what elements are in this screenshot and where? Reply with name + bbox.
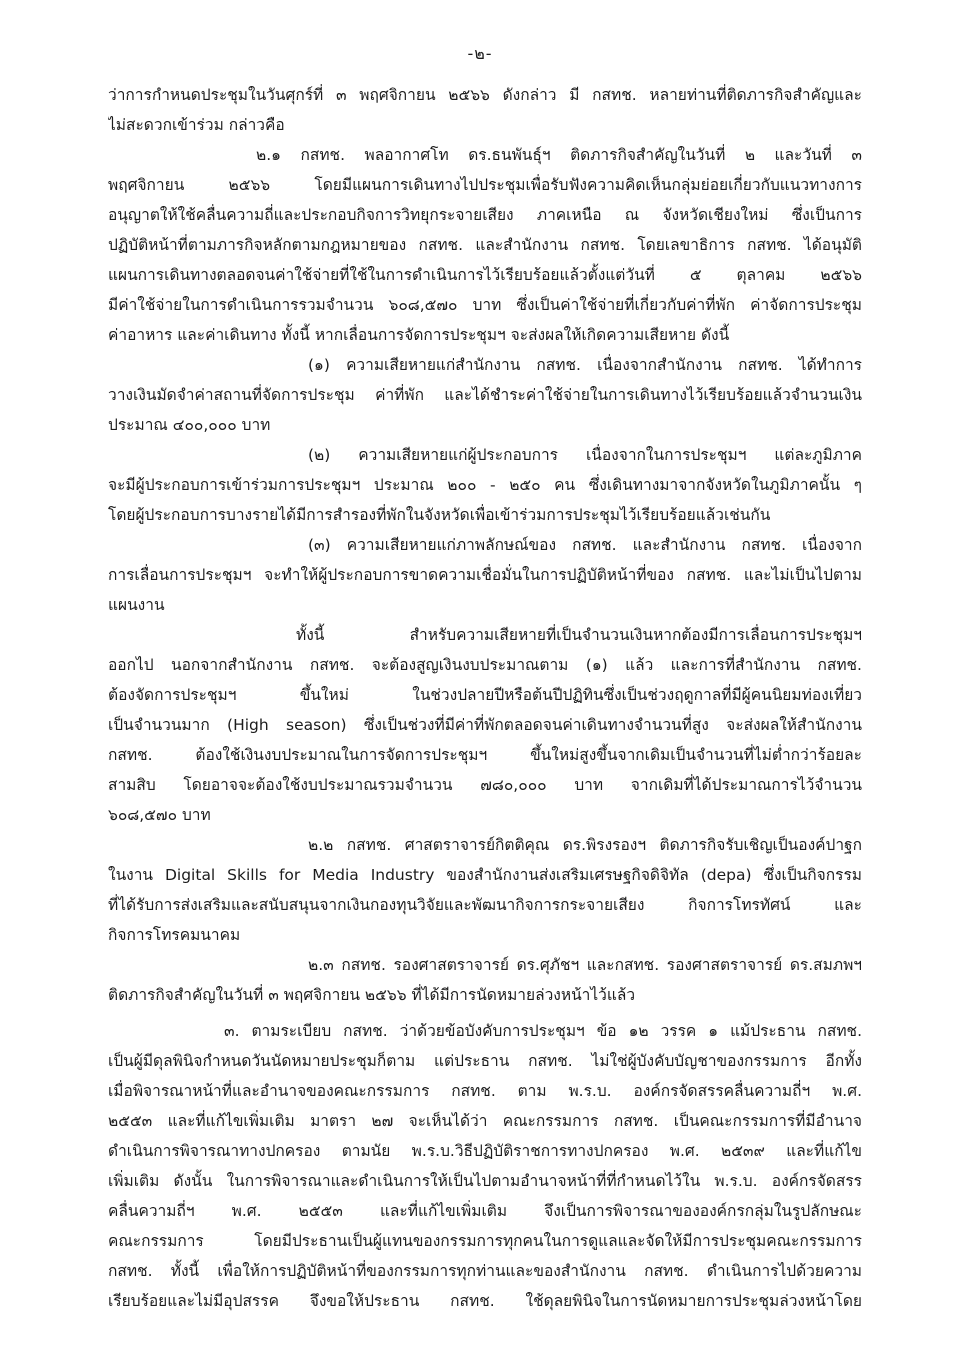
text-line: ๒.๑ กสทช. พลอากาศโท ดร.ธนพันธุ์ฯ ติดภารกิจสำคัญในวันที่ ๒ และวันที่ ๓: [256, 146, 862, 164]
text-line: แผนงาน: [108, 596, 165, 614]
text-line: เมื่อพิจารณาหน้าที่และอำนาจของคณะกรรมการ กสทช. ตาม พ.ร.บ. องค์กรจัดสรรคลื่นความถี่ฯ พ.ศ.: [108, 1082, 862, 1100]
text-line: ๒.๒ กสทช. ศาสตราจารย์กิตติคุณ ดร.พิรงรองฯ ติดภารกิจรับเชิญเป็นองค์ปาฐก: [308, 836, 862, 854]
text-line: ออกไป นอกจากสำนักงาน กสทช. จะต้องสูญเงินงบประมาณตาม (๑) แล้ว และการที่สำนักงาน กสทช.: [108, 656, 862, 674]
text-line: เป็นจำนวนมาก (High season) ซึ่งเป็นช่วงที่มีค่าที่พักตลอดจนค่าเดินทางจำนวนที่สูง จะส่งผลให้สำนักงาน: [108, 716, 862, 734]
text-line: ที่ได้รับการส่งเสริมและสนับสนุนจากเงินกองทุนวิจัยและพัฒนากิจการกระจายเสียง กิจการโทรทัศน์ และ: [108, 896, 862, 914]
text-line: อนุญาตให้ใช้คลื่นความถี่และประกอบกิจการวิทยุกระจายเสียง ภาคเหนือ ณ จังหวัดเชียงใหม่ ซึ่งเป็นการ: [108, 206, 862, 224]
text-line: คลื่นความถี่ฯ พ.ศ. ๒๕๕๓ และที่แก้ไขเพิ่มเติม จึงเป็นการพิจารณาขององค์กรกลุ่มในรูปลักษณะ: [108, 1202, 862, 1220]
text-line: ๒.๓ กสทช. รองศาสตราจารย์ ดร.ศุภัชฯ และกสทช. รองศาสตราจารย์ ดร.สมภพฯ: [308, 956, 862, 974]
text-line: ๒๕๕๓ และที่แก้ไขเพิ่มเติม มาตรา ๒๗ จะเห็นได้ว่า คณะกรรมการ กสทช. เป็นคณะกรรมการที่มีอำนาจ: [108, 1112, 862, 1130]
text-line: ต้องจัดการประชุมฯ ขึ้นใหม่ ในช่วงปลายปีหรือต้นปีปฏิทินซึ่งเป็นช่วงฤดูกาลที่มีผู้คนนิยมท่องเที่ยว: [108, 686, 862, 704]
text-line: มีค่าใช้จ่ายในการดำเนินการรวมจำนวน ๖๐๘,๕๗๐ บาท ซึ่งเป็นค่าใช้จ่ายที่เกี่ยวกับค่าที่พัก ค่าจัดการประชุม: [108, 296, 862, 314]
page-number: -๒-: [467, 44, 493, 63]
text-line: (๒) ความเสียหายแก่ผู้ประกอบการ เนื่องจากในการประชุมฯ แต่ละภูมิภาค: [308, 446, 862, 464]
text-line: ๓. ตามระเบียบ กสทช. ว่าด้วยข้อบังคับการประชุมฯ ข้อ ๑๒ วรรค ๑ แม้ประธาน กสทช.: [224, 1022, 862, 1040]
text-line: โดยผู้ประกอบการบางรายได้มีการสำรองที่พักในจังหวัดเพื่อเข้าร่วมการประชุมไว้เรียบร้อยแล้วเช่นกัน: [108, 506, 771, 524]
text-line: จะมีผู้ประกอบการเข้าร่วมการประชุมฯ ประมาณ ๒๐๐ - ๒๕๐ คน ซึ่งเดินทางมาจากจังหวัดในภูมิภาคนั้น ๆ: [108, 476, 862, 494]
text-line: (๑) ความเสียหายแก่สำนักงาน กสทช. เนื่องจากสำนักงาน กสทช. ได้ทำการ: [308, 356, 862, 374]
text-line: เป็นผู้มีดุลพินิจกำหนดวันนัดหมายประชุมก็ตาม แต่ประธาน กสทช. ไม่ใช่ผู้บังคับบัญชาของกรรมการ อีกทั้ง: [108, 1052, 862, 1070]
text-line: กสทช. ทั้งนี้ เพื่อให้การปฏิบัติหน้าที่ของกรรมการทุกท่านและของสำนักงาน กสทช. ดำเนินการไปด้วยความ: [108, 1262, 862, 1280]
text-line: (๓) ความเสียหายแก่ภาพลักษณ์ของ กสทช. และสำนักงาน กสทช. เนื่องจาก: [308, 536, 862, 554]
text-line: พฤศจิกายน ๒๕๖๖ โดยมีแผนการเดินทางไปประชุมเพื่อรับฟังความคิดเห็นกลุ่มย่อยเกี่ยวกับแนวทางการ: [108, 176, 862, 194]
text-line: กสทช. ต้องใช้เงินงบประมาณในการจัดการประชุมฯ ขึ้นใหม่สูงขึ้นจากเดิมเป็นจำนวนที่ไม่ต่ำกว่าร้อยละ: [108, 746, 862, 764]
text-line: เพิ่มเติม ดังนั้น ในการพิจารณาและดำเนินการให้เป็นไปตามอำนาจหน้าที่ที่กำหนดไว้ใน พ.ร.บ. องค์กรจัดสรร: [108, 1172, 862, 1190]
text-line: คณะกรรมการ โดยมีประธานเป็นผู้แทนของกรรมการทุกคนในการดูแลและจัดให้มีการประชุมคณะกรรมการ: [108, 1232, 862, 1250]
text-line: ทั้งนี้ สำหรับความเสียหายที่เป็นจำนวนเงินหากต้องมีการเลื่อนการประชุมฯ: [296, 626, 862, 644]
text-line: ดำเนินการพิจารณาทางปกครอง ตามนัย พ.ร.บ.วิธีปฏิบัติราชการทางปกครอง พ.ศ. ๒๕๓๙ และที่แก้ไข: [108, 1142, 862, 1160]
text-line: ปฏิบัติหน้าที่ตามภารกิจหลักตามกฎหมายของ กสทช. และสำนักงาน กสทช. โดยเลขาธิการ กสทช. ได้อนุมัติ: [108, 236, 862, 254]
text-line: ว่าการกำหนดประชุมในวันศุกร์ที่ ๓ พฤศจิกายน ๒๕๖๖ ดังกล่าว มี กสทช. หลายท่านที่ติดภารกิจสำคัญและ: [108, 86, 862, 104]
text-line: ไม่สะดวกเข้าร่วม กล่าวคือ: [108, 116, 285, 134]
text-line: ประมาณ ๔๐๐,๐๐๐ บาท: [108, 416, 271, 434]
text-line: สามสิบ โดยอาจจะต้องใช้งบประมาณรวมจำนวน ๗๘๐,๐๐๐ บาท จากเดิมที่ได้ประมาณการไว้จำนวน: [108, 776, 862, 794]
text-line: ค่าอาหาร และค่าเดินทาง ทั้งนี้ หากเลื่อนการจัดการประชุมฯ จะส่งผลให้เกิดความเสียหาย ดังนี้: [108, 326, 730, 344]
text-line: แผนการเดินทางตลอดจนค่าใช้จ่ายที่ใช้ในการดำเนินการไว้เรียบร้อยแล้วตั้งแต่วันที่ ๕ ตุลาคม ๒๕๖๖: [108, 266, 862, 284]
text-line: ในงาน Digital Skills for Media Industry ของสำนักงานส่งเสริมเศรษฐกิจดิจิทัล (depa) ซึ่งเป็นกิจกรรม: [108, 866, 862, 884]
text-line: ติดภารกิจสำคัญในวันที่ ๓ พฤศจิกายน ๒๕๖๖ ที่ได้มีการนัดหมายล่วงหน้าไว้แล้ว: [108, 986, 636, 1004]
text-line: ๖๐๘,๕๗๐ บาท: [108, 806, 211, 824]
text-line: กิจการโทรคมนาคม: [108, 926, 241, 944]
text-line: เรียบร้อยและไม่มีอุปสรรค จึงขอให้ประธาน กสทช. ใช้ดุลยพินิจในการนัดหมายการประชุมล่วงหน้าโดย: [108, 1292, 862, 1310]
text-line: วางเงินมัดจำค่าสถานที่จัดการประชุม ค่าที่พัก และได้ชำระค่าใช้จ่ายในการเดินทางไว้เรียบร้อยแล้วจำนวนเงิน: [108, 386, 862, 404]
text-line: การเลื่อนการประชุมฯ จะทำให้ผู้ประกอบการขาดความเชื่อมั่นในการปฏิบัติหน้าที่ของ กสทช. และไม่เป็นไปตาม: [108, 566, 862, 584]
